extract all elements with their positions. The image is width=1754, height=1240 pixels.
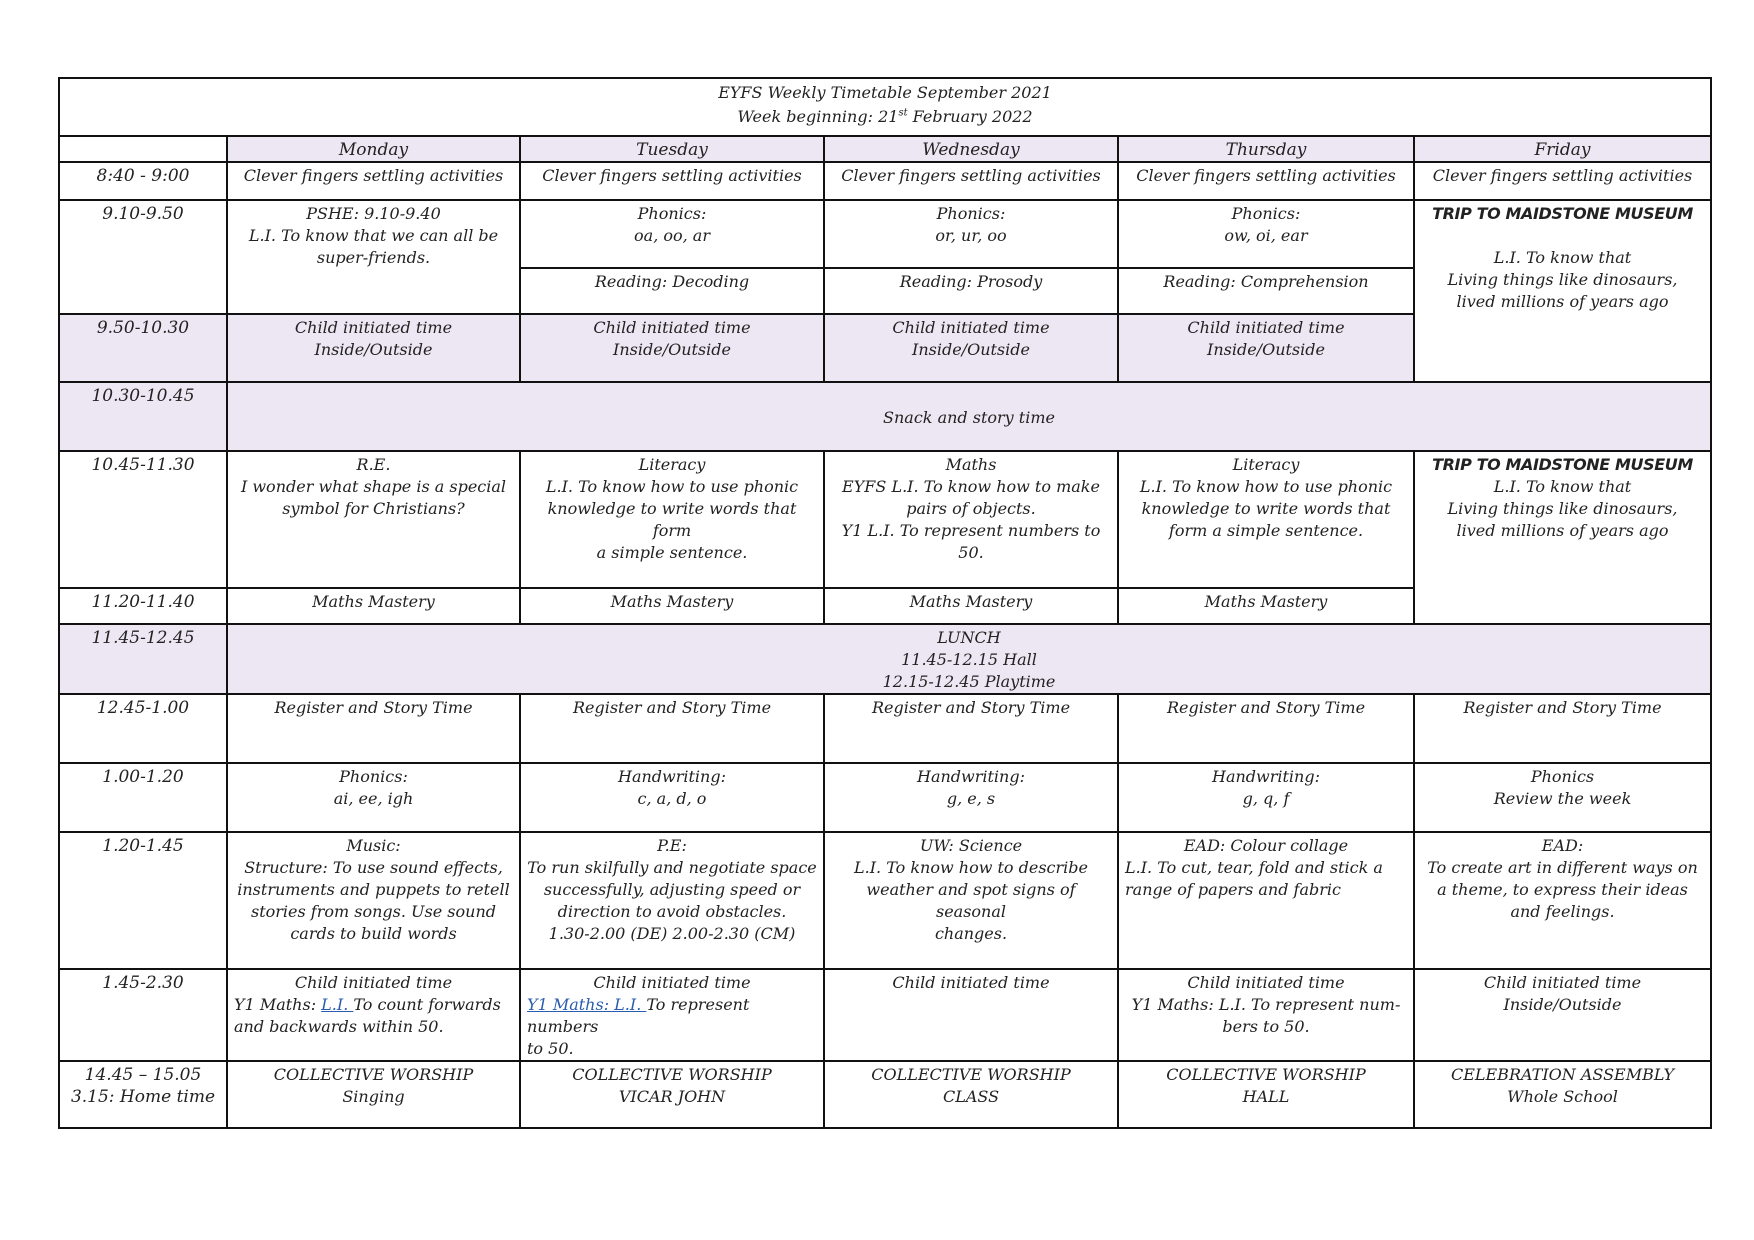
cell-wednesday: Clever fingers settling activities bbox=[824, 162, 1118, 200]
cell-monday: COLLECTIVE WORSHIP Singing bbox=[227, 1061, 520, 1128]
table-row bbox=[59, 162, 1711, 200]
cell-tuesday: Literacy L.I. To know how to use phonic knowledge to write words that form a simple sentence. bbox=[520, 451, 824, 588]
cell-thursday: COLLECTIVE WORSHIP HALL bbox=[1118, 1061, 1414, 1128]
time-cell: 14.45 – 15.05 3.15: Home time bbox=[59, 1061, 227, 1128]
table-row bbox=[59, 200, 1711, 268]
cell-monday: Music: Structure: To use sound effects, instruments and puppets to retell stories from songs. Use sound cards to build words bbox=[227, 832, 520, 969]
cell-tuesday: P.E: To run skilfully and negotiate space successfully, adjusting speed or direction to avoid obstacles. 1.30-2.00 (DE) 2.00-2.30 (CM) bbox=[520, 832, 824, 969]
time-cell: 9.10-9.50 bbox=[59, 200, 227, 314]
time-cell: 10.30-10.45 bbox=[59, 382, 227, 451]
cell-monday: Register and Story Time bbox=[227, 694, 520, 763]
cell-thursday: Phonics: ow, oi, ear bbox=[1118, 200, 1414, 268]
title-cell bbox=[59, 78, 1711, 136]
title-row bbox=[59, 78, 1711, 136]
time-cell: 8:40 - 9:00 bbox=[59, 162, 227, 200]
cell-friday: EAD: To create art in different ways on a theme, to express their ideas and feelings. bbox=[1414, 832, 1711, 969]
cell-wednesday: UW: Science L.I. To know how to describe weather and spot signs of seasonal changes. bbox=[824, 832, 1118, 969]
time-cell: 1.20-1.45 bbox=[59, 832, 227, 969]
time-cell: 1.00-1.20 bbox=[59, 763, 227, 832]
li-link[interactable]: L.I. bbox=[321, 995, 354, 1014]
cell-tuesday: Handwriting: c, a, d, o bbox=[520, 763, 824, 832]
snack-cell: Snack and story time bbox=[227, 382, 1711, 451]
table-row bbox=[59, 832, 1711, 969]
week-beginning: Week beginning: 21st February 2022 bbox=[737, 107, 1033, 126]
time-cell: 11.45-12.45 bbox=[59, 624, 227, 694]
cell-wednesday: COLLECTIVE WORSHIP CLASS bbox=[824, 1061, 1118, 1128]
cell-friday: Phonics Review the week bbox=[1414, 763, 1711, 832]
day-header-tuesday: Tuesday bbox=[520, 136, 824, 162]
cell-tuesday: Register and Story Time bbox=[520, 694, 824, 763]
cell-thursday: Child initiated time Inside/Outside bbox=[1118, 314, 1414, 382]
cell-monday: Phonics: ai, ee, igh bbox=[227, 763, 520, 832]
time-cell: 11.20-11.40 bbox=[59, 588, 227, 624]
cell-tuesday: Child initiated time Inside/Outside bbox=[520, 314, 824, 382]
table-row bbox=[59, 451, 1711, 588]
cell-monday: Maths Mastery bbox=[227, 588, 520, 624]
cell-wednesday-reading: Reading: Prosody bbox=[824, 268, 1118, 314]
cell-friday: Child initiated time Inside/Outside bbox=[1414, 969, 1711, 1061]
cell-tuesday: Clever fingers settling activities bbox=[520, 162, 824, 200]
cell-thursday: EAD: Colour collage L.I. To cut, tear, fold and stick a range of papers and fabric bbox=[1118, 832, 1414, 969]
table-row bbox=[59, 624, 1711, 694]
timetable bbox=[58, 77, 1712, 1129]
page-title: EYFS Weekly Timetable September 2021 bbox=[718, 83, 1052, 102]
day-header-monday: Monday bbox=[227, 136, 520, 162]
lunch-cell: LUNCH 11.45-12.15 Hall 12.15-12.45 Playtime bbox=[227, 624, 1711, 694]
cell-tuesday: Maths Mastery bbox=[520, 588, 824, 624]
day-header-wednesday: Wednesday bbox=[824, 136, 1118, 162]
time-cell: 9.50-10.30 bbox=[59, 314, 227, 382]
time-cell: 1.45-2.30 bbox=[59, 969, 227, 1061]
table-row bbox=[59, 1061, 1711, 1128]
cell-wednesday: Register and Story Time bbox=[824, 694, 1118, 763]
cell-thursday: Handwriting: g, q, f bbox=[1118, 763, 1414, 832]
cell-tuesday: Phonics: oa, oo, ar bbox=[520, 200, 824, 268]
cell-wednesday: Handwriting: g, e, s bbox=[824, 763, 1118, 832]
cell-wednesday: Phonics: or, ur, oo bbox=[824, 200, 1118, 268]
corner-cell bbox=[59, 136, 227, 162]
cell-thursday: Literacy L.I. To know how to use phonic knowledge to write words that form a simple sentence. bbox=[1118, 451, 1414, 588]
cell-wednesday: Child initiated time bbox=[824, 969, 1118, 1061]
table-row bbox=[59, 969, 1711, 1061]
time-cell: 12.45-1.00 bbox=[59, 694, 227, 763]
cell-thursday: Maths Mastery bbox=[1118, 588, 1414, 624]
table-row bbox=[59, 763, 1711, 832]
cell-monday: PSHE: 9.10-9.40 L.I. To know that we can all be super-friends. bbox=[227, 200, 520, 314]
cell-friday-trip: TRIP TO MAIDSTONE MUSEUM L.I. To know that Living things like dinosaurs, lived millions of years ago bbox=[1414, 200, 1711, 382]
cell-monday: Child initiated time Y1 Maths: L.I. To count forwards and backwards within 50. bbox=[227, 969, 520, 1061]
time-cell: 10.45-11.30 bbox=[59, 451, 227, 588]
cell-monday: Clever fingers settling activities bbox=[227, 162, 520, 200]
day-header-row bbox=[59, 136, 1711, 162]
cell-tuesday-reading: Reading: Decoding bbox=[520, 268, 824, 314]
day-header-thursday: Thursday bbox=[1118, 136, 1414, 162]
cell-friday: CELEBRATION ASSEMBLY Whole School bbox=[1414, 1061, 1711, 1128]
y1-maths-link[interactable]: Y1 Maths: L.I. bbox=[527, 995, 647, 1014]
table-row bbox=[59, 694, 1711, 763]
cell-friday-trip: TRIP TO MAIDSTONE MUSEUM L.I. To know that Living things like dinosaurs, lived millions of years ago bbox=[1414, 451, 1711, 624]
cell-thursday: Register and Story Time bbox=[1118, 694, 1414, 763]
cell-tuesday: COLLECTIVE WORSHIP VICAR JOHN bbox=[520, 1061, 824, 1128]
cell-wednesday: Maths EYFS L.I. To know how to make pairs of objects. Y1 L.I. To represent numbers to 50. bbox=[824, 451, 1118, 588]
table-row bbox=[59, 382, 1711, 451]
cell-thursday: Clever fingers settling activities bbox=[1118, 162, 1414, 200]
cell-monday: Child initiated time Inside/Outside bbox=[227, 314, 520, 382]
cell-tuesday: Child initiated time Y1 Maths: L.I. To represent numbers to 50. bbox=[520, 969, 824, 1061]
day-header-friday: Friday bbox=[1414, 136, 1711, 162]
cell-thursday: Child initiated time Y1 Maths: L.I. To represent num- bers to 50. bbox=[1118, 969, 1414, 1061]
cell-monday: R.E. I wonder what shape is a special symbol for Christians? bbox=[227, 451, 520, 588]
cell-wednesday: Maths Mastery bbox=[824, 588, 1118, 624]
cell-thursday-reading: Reading: Comprehension bbox=[1118, 268, 1414, 314]
cell-friday: Register and Story Time bbox=[1414, 694, 1711, 763]
cell-friday: Clever fingers settling activities bbox=[1414, 162, 1711, 200]
cell-wednesday: Child initiated time Inside/Outside bbox=[824, 314, 1118, 382]
